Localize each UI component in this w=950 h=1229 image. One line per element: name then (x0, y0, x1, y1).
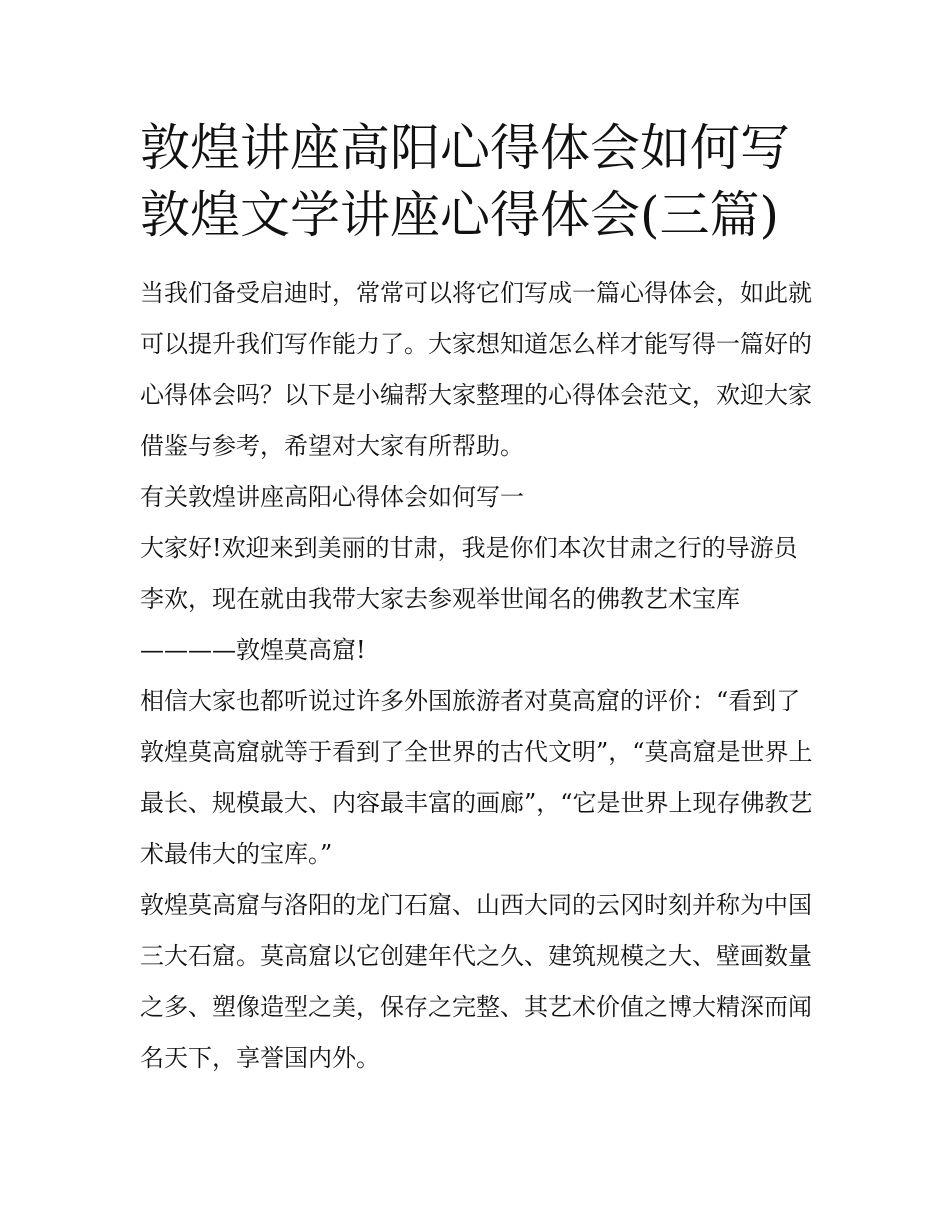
grottoes-paragraph: 敦煌莫高窟与洛阳的龙门石窟、山西大同的云冈时刻并称为中国三大石窟。莫高窟以它创建年代之久、建筑规模之大、壁画数量之多、塑像造型之美，保存之完整、其艺术价值之博大精深而闻名天下，享誉国内外。 (140, 891, 812, 1072)
document-body (140, 268, 820, 1084)
section-heading: 有关敦煌讲座高阳心得体会如何写一 (140, 483, 524, 511)
document-title (140, 115, 820, 249)
title-line-1: 敦煌讲座高阳心得体会如何写 (140, 119, 790, 177)
intro-paragraph: 当我们备受启迪时，常常可以将它们写成一篇心得体会，如此就可以提升我们写作能力了。大家想知道怎么样才能写得一篇好的心得体会吗？以下是小编帮大家整理的心得体会范文，欢迎大家借鉴与参考，希望对大家有所帮助。 (140, 279, 812, 460)
document-content (140, 115, 820, 1084)
greeting-paragraph: 大家好!欢迎来到美丽的甘肃，我是你们本次甘肃之行的导游员李欢，现在就由我带大家去参观举世闻名的佛教艺术宝库————敦煌莫高窟! (140, 534, 798, 664)
title-line-2: 敦煌文学讲座心得体会(三篇) (140, 186, 780, 244)
evaluation-paragraph: 相信大家也都听说过许多外国旅游者对莫高窟的评价：“看到了敦煌莫高窟就等于看到了全世界的古代文明”，“莫高窟是世界上最长、规模最大、内容最丰富的画廊”，“它是世界上现存佛教艺术最伟大的宝库。” (140, 687, 813, 868)
